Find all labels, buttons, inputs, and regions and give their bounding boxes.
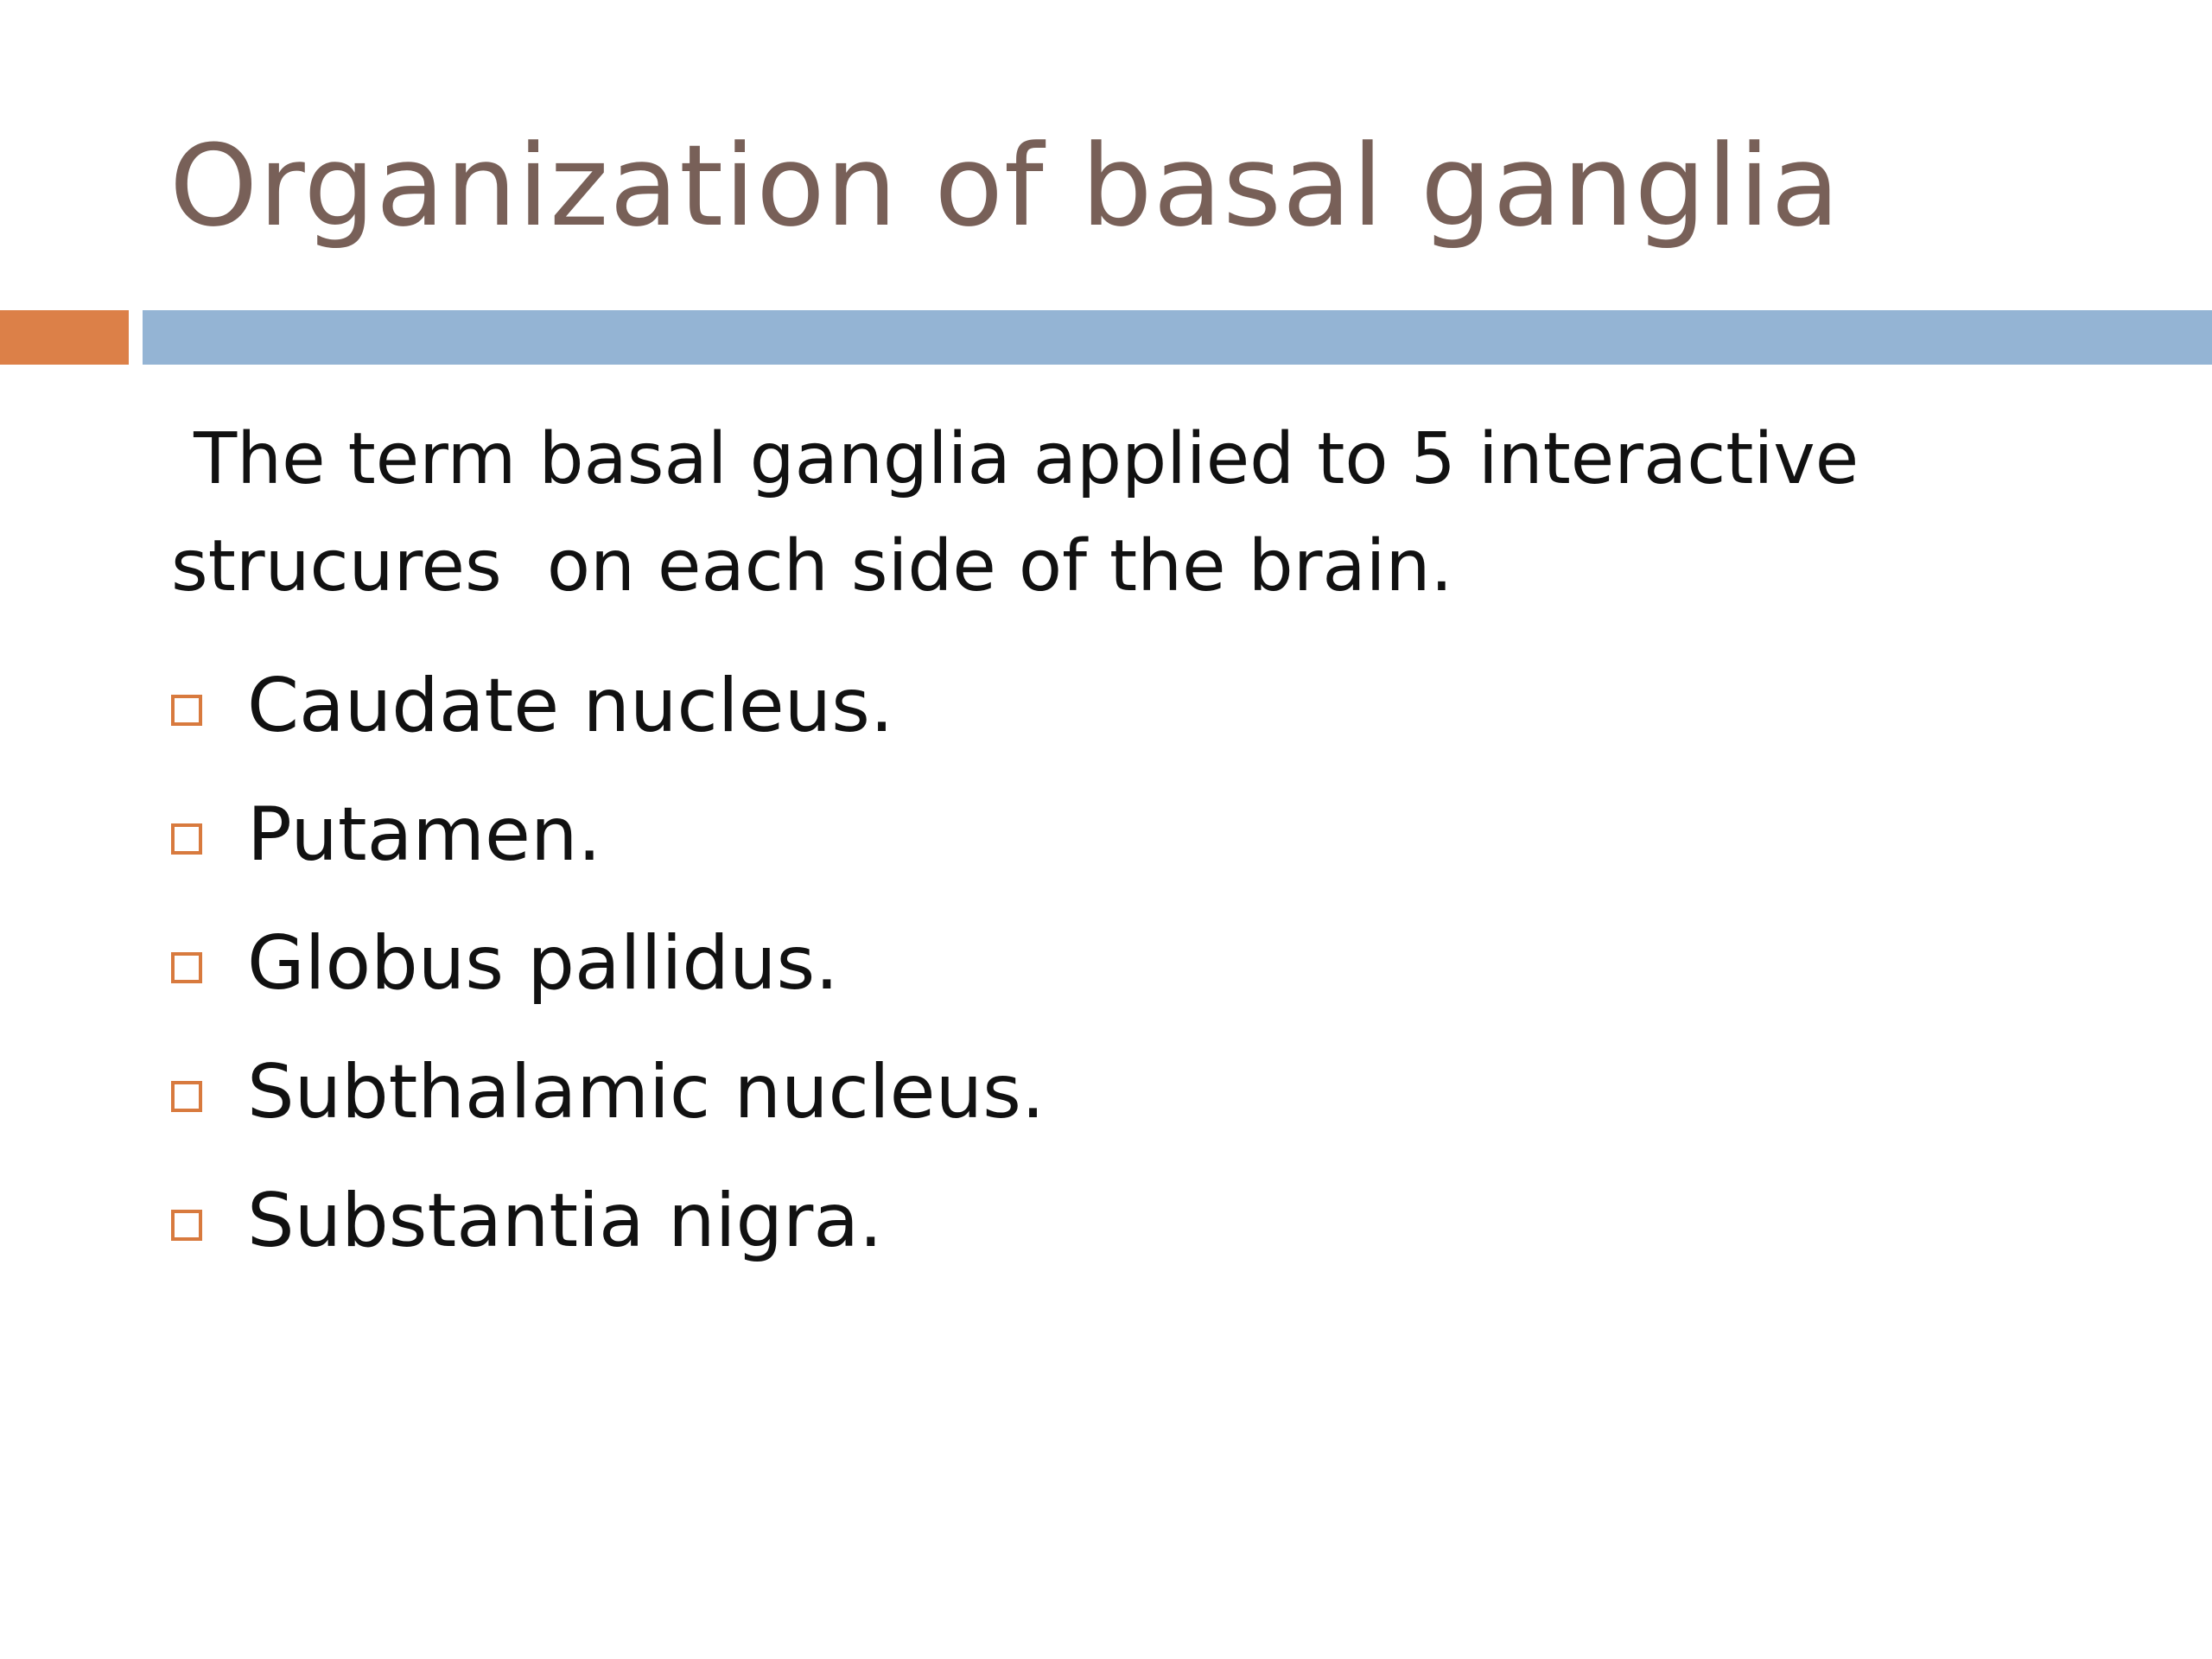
accent-bar-blue (143, 310, 2212, 365)
list-item-label: Globus pallidus. (247, 919, 839, 1007)
hollow-square-bullet-icon (171, 952, 202, 983)
list-item-label: Putamen. (247, 791, 601, 878)
hollow-square-bullet-icon (171, 695, 202, 726)
accent-bar-orange (0, 310, 129, 365)
intro-text: The term basal ganglia applied to 5 interactive strucures on each side of the brain. (171, 418, 1859, 607)
list-item-label: Subthalamic nucleus. (247, 1048, 1046, 1135)
hollow-square-bullet-icon (171, 1081, 202, 1112)
list-item (171, 1156, 1045, 1285)
list-item (171, 770, 1045, 899)
list-item (171, 641, 1045, 770)
structure-list (171, 641, 1045, 1285)
list-item-label: Substantia nigra. (247, 1177, 883, 1264)
hollow-square-bullet-icon (171, 823, 202, 855)
list-item-label: Caudate nucleus. (247, 662, 894, 749)
hollow-square-bullet-icon (171, 1210, 202, 1241)
slide-title: Organization of basal ganglia (169, 120, 1841, 251)
list-item (171, 899, 1045, 1027)
list-item (171, 1027, 1045, 1156)
